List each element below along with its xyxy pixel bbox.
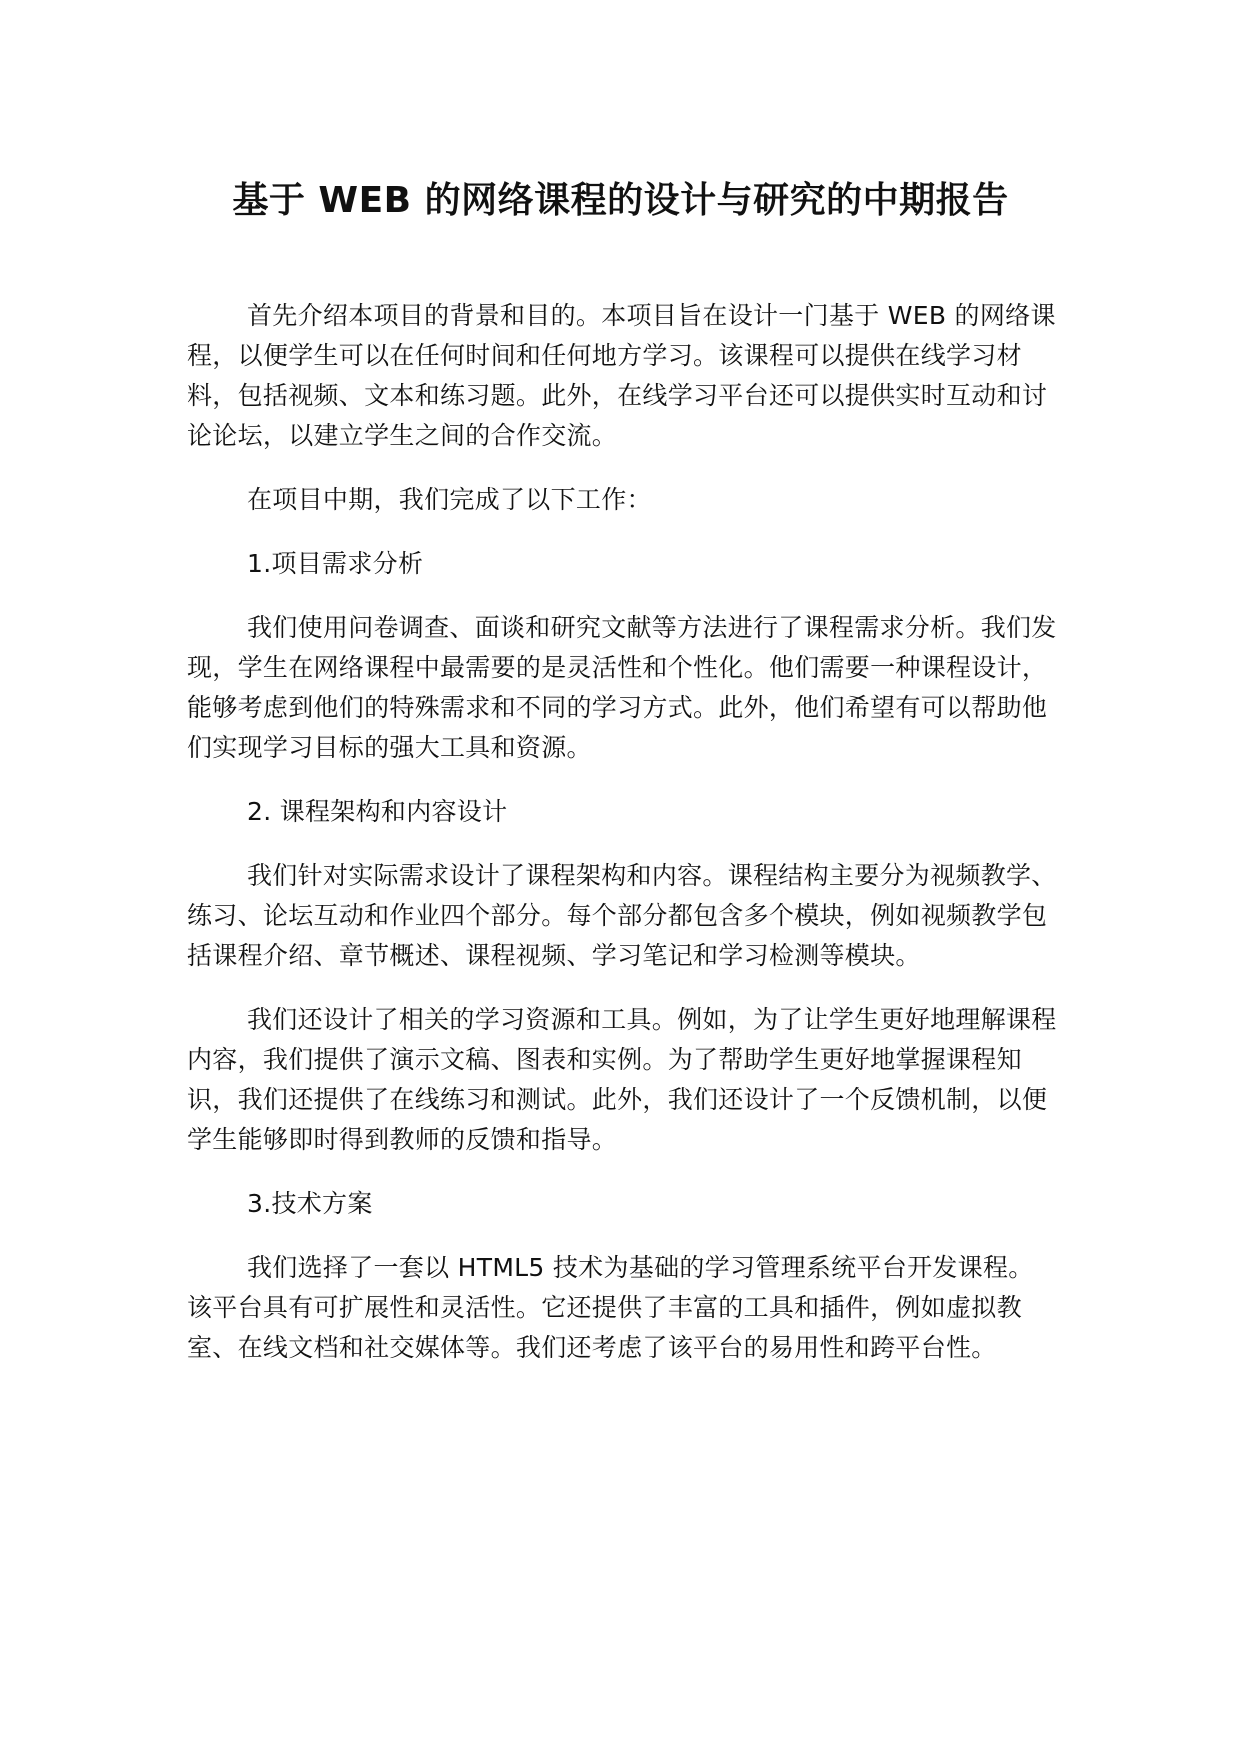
paragraph-requirements: 我们使用问卷调查、面谈和研究文献等方法进行了课程需求分析。我们发现，学生在网络课程中最需要的是灵活性和个性化。他们需要一种课程设计，能够考虑到他们的特殊需求和不同的学习方式。此外，他们希望有可以帮助他们实现学习目标的强大工具和资源。 [187, 613, 1057, 762]
paragraph-architecture: 我们针对实际需求设计了课程架构和内容。课程结构主要分为视频教学、练习、论坛互动和作业四个部分。每个部分都包含多个模块，例如视频教学包括课程介绍、章节概述、课程视频、学习笔记和学习检测等模块。 [187, 861, 1057, 970]
section-heading-requirements: 1.项目需求分析 [247, 549, 424, 578]
paragraph-midterm-intro: 在项目中期，我们完成了以下工作： [247, 485, 652, 514]
section-heading-technology: 3.技术方案 [247, 1189, 373, 1218]
paragraph-resources: 我们还设计了相关的学习资源和工具。例如，为了让学生更好地理解课程内容，我们提供了演示文稿、图表和实例。为了帮助学生更好地掌握课程知识，我们还提供了在线练习和测试。此外，我们还设计了一个反馈机制，以便学生能够即时得到教师的反馈和指导。 [187, 1005, 1057, 1154]
document-title: 基于 WEB 的网络课程的设计与研究的中期报告 [232, 180, 1009, 221]
paragraph-technology: 我们选择了一套以 HTML5 技术为基础的学习管理系统平台开发课程。该平台具有可扩展性和灵活性。它还提供了丰富的工具和插件，例如虚拟教室、在线文档和社交媒体等。我们还考虑了该平台的易用性和跨平台性。 [187, 1253, 1034, 1362]
document-body [187, 296, 1057, 1392]
paragraph-background: 首先介绍本项目的背景和目的。本项目旨在设计一门基于 WEB 的网络课程，以便学生可以在任何时间和任何地方学习。该课程可以提供在线学习材料，包括视频、文本和练习题。此外，在线学习平台还可以提供实时互动和讨论论坛，以建立学生之间的合作交流。 [187, 301, 1056, 450]
section-heading-architecture: 2. 课程架构和内容设计 [247, 797, 508, 826]
